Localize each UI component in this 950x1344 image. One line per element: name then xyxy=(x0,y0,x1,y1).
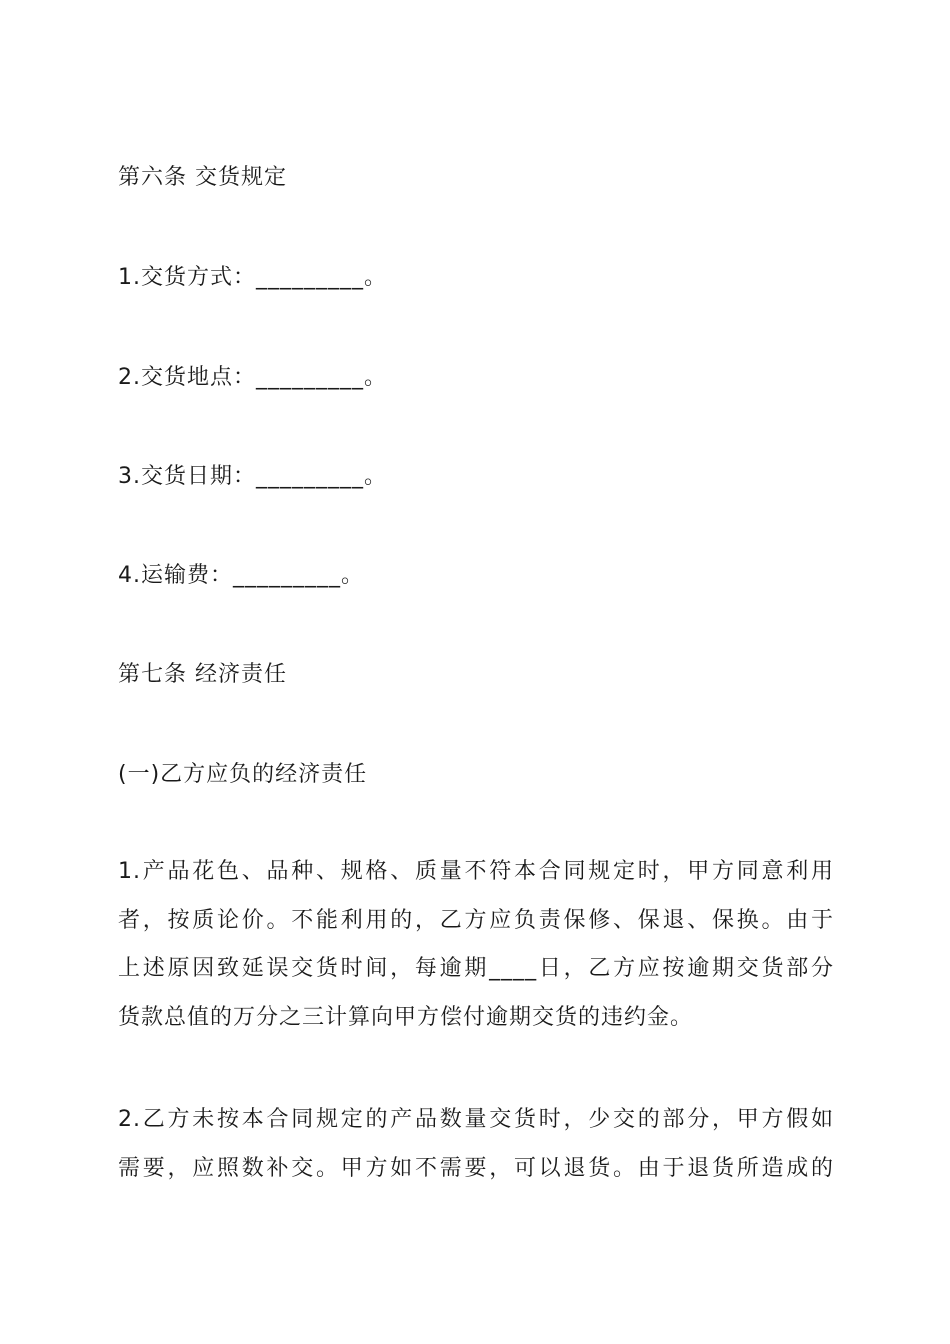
clause-1-line: 者，按质论价。不能利用的，乙方应负责保修、保退、保换。由于 xyxy=(118,907,834,933)
article7-subheading: (一)乙方应负的经济责任 xyxy=(118,762,368,787)
delivery-method-item: 1.交货方式：_________。 xyxy=(118,265,387,290)
freight-item: 4.运输费：_________。 xyxy=(118,563,364,588)
clause-1-line: 上述原因致延误交货时间，每逾期____日，乙方应按逾期交货部分 xyxy=(118,956,834,981)
delivery-date-item: 3.交货日期：_________。 xyxy=(118,464,387,489)
article7-heading: 第七条 经济责任 xyxy=(118,662,287,687)
article6-heading: 第六条 交货规定 xyxy=(118,165,287,190)
clause-2-line: 2.乙方未按本合同规定的产品数量交货时，少交的部分，甲方假如 xyxy=(118,1107,834,1132)
delivery-location-item: 2.交货地点：_________。 xyxy=(118,365,387,390)
clause-1-paragraph xyxy=(118,848,834,1042)
clause-2-paragraph xyxy=(118,1096,834,1193)
clause-2-line: 需要，应照数补交。甲方如不需要，可以退货。由于退货所造成的 xyxy=(118,1155,834,1181)
clause-1-line: 1.产品花色、品种、规格、质量不符本合同规定时，甲方同意利用 xyxy=(118,859,834,884)
clause-1-line: 货款总值的万分之三计算向甲方偿付逾期交货的违约金。 xyxy=(118,1004,694,1030)
